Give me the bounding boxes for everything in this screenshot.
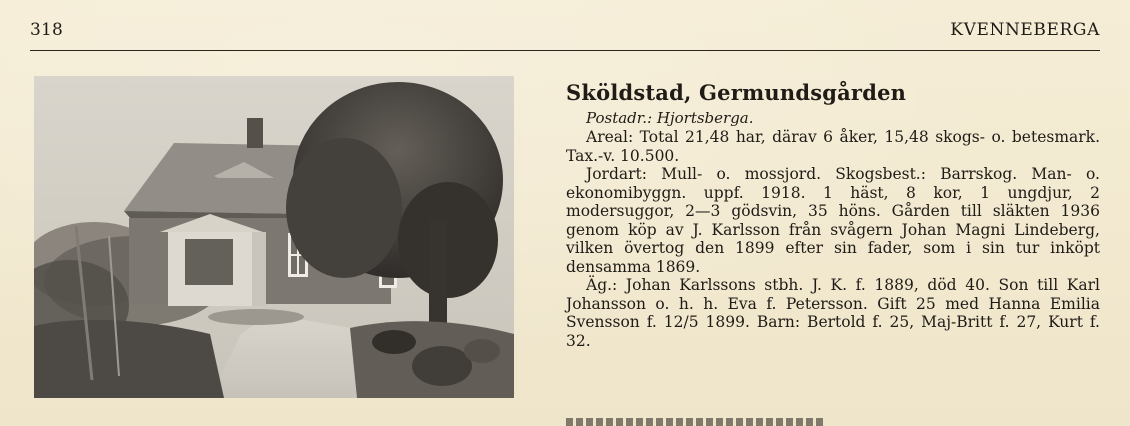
farmhouse-photo <box>34 76 514 398</box>
running-head: KVENNEBERGA <box>950 20 1100 40</box>
next-entry-heading-partial <box>566 418 1100 426</box>
farm-entry <box>566 80 1100 350</box>
soil-paragraph: Jordart: Mull- o. mossjord. Skogsbest.: Barrskog. Man- o. ekonomibyggn. uppf. 1918. 1 häst, 8 kor, 1 ungdjur, 2 modersuggor, 2—3 gödsvin, 35 höns. Gården till släkten 1936 genom köp av J. Karlsson från svågern Johan Magni Lindeberg, vilken övertog den 1899 efter sin fader, som i sin tur inköpt densamma 1869. <box>566 165 1100 276</box>
postal-address: Postadr.: Hjortsberga. <box>586 109 754 127</box>
cropped-heading-text <box>566 418 826 426</box>
page-header <box>30 18 1100 51</box>
entry-title: Sköldstad, Germundsgården <box>566 80 907 105</box>
area-paragraph: Areal: Total 21,48 har, därav 6 åker, 15,48 skogs- o. betesmark. Tax.-v. 10.500. <box>566 128 1100 165</box>
page-number: 318 <box>30 20 64 40</box>
owner-paragraph: Äg.: Johan Karlssons stbh. J. K. f. 1889, död 40. Son till Karl Johansson o. h. h. Eva f. Petersson. Gift 25 med Hanna Emilia Svensson f. 12/5 1899. Barn: Bertold f. 25, Maj-Britt f. 27, Kurt f. 32. <box>566 276 1100 350</box>
